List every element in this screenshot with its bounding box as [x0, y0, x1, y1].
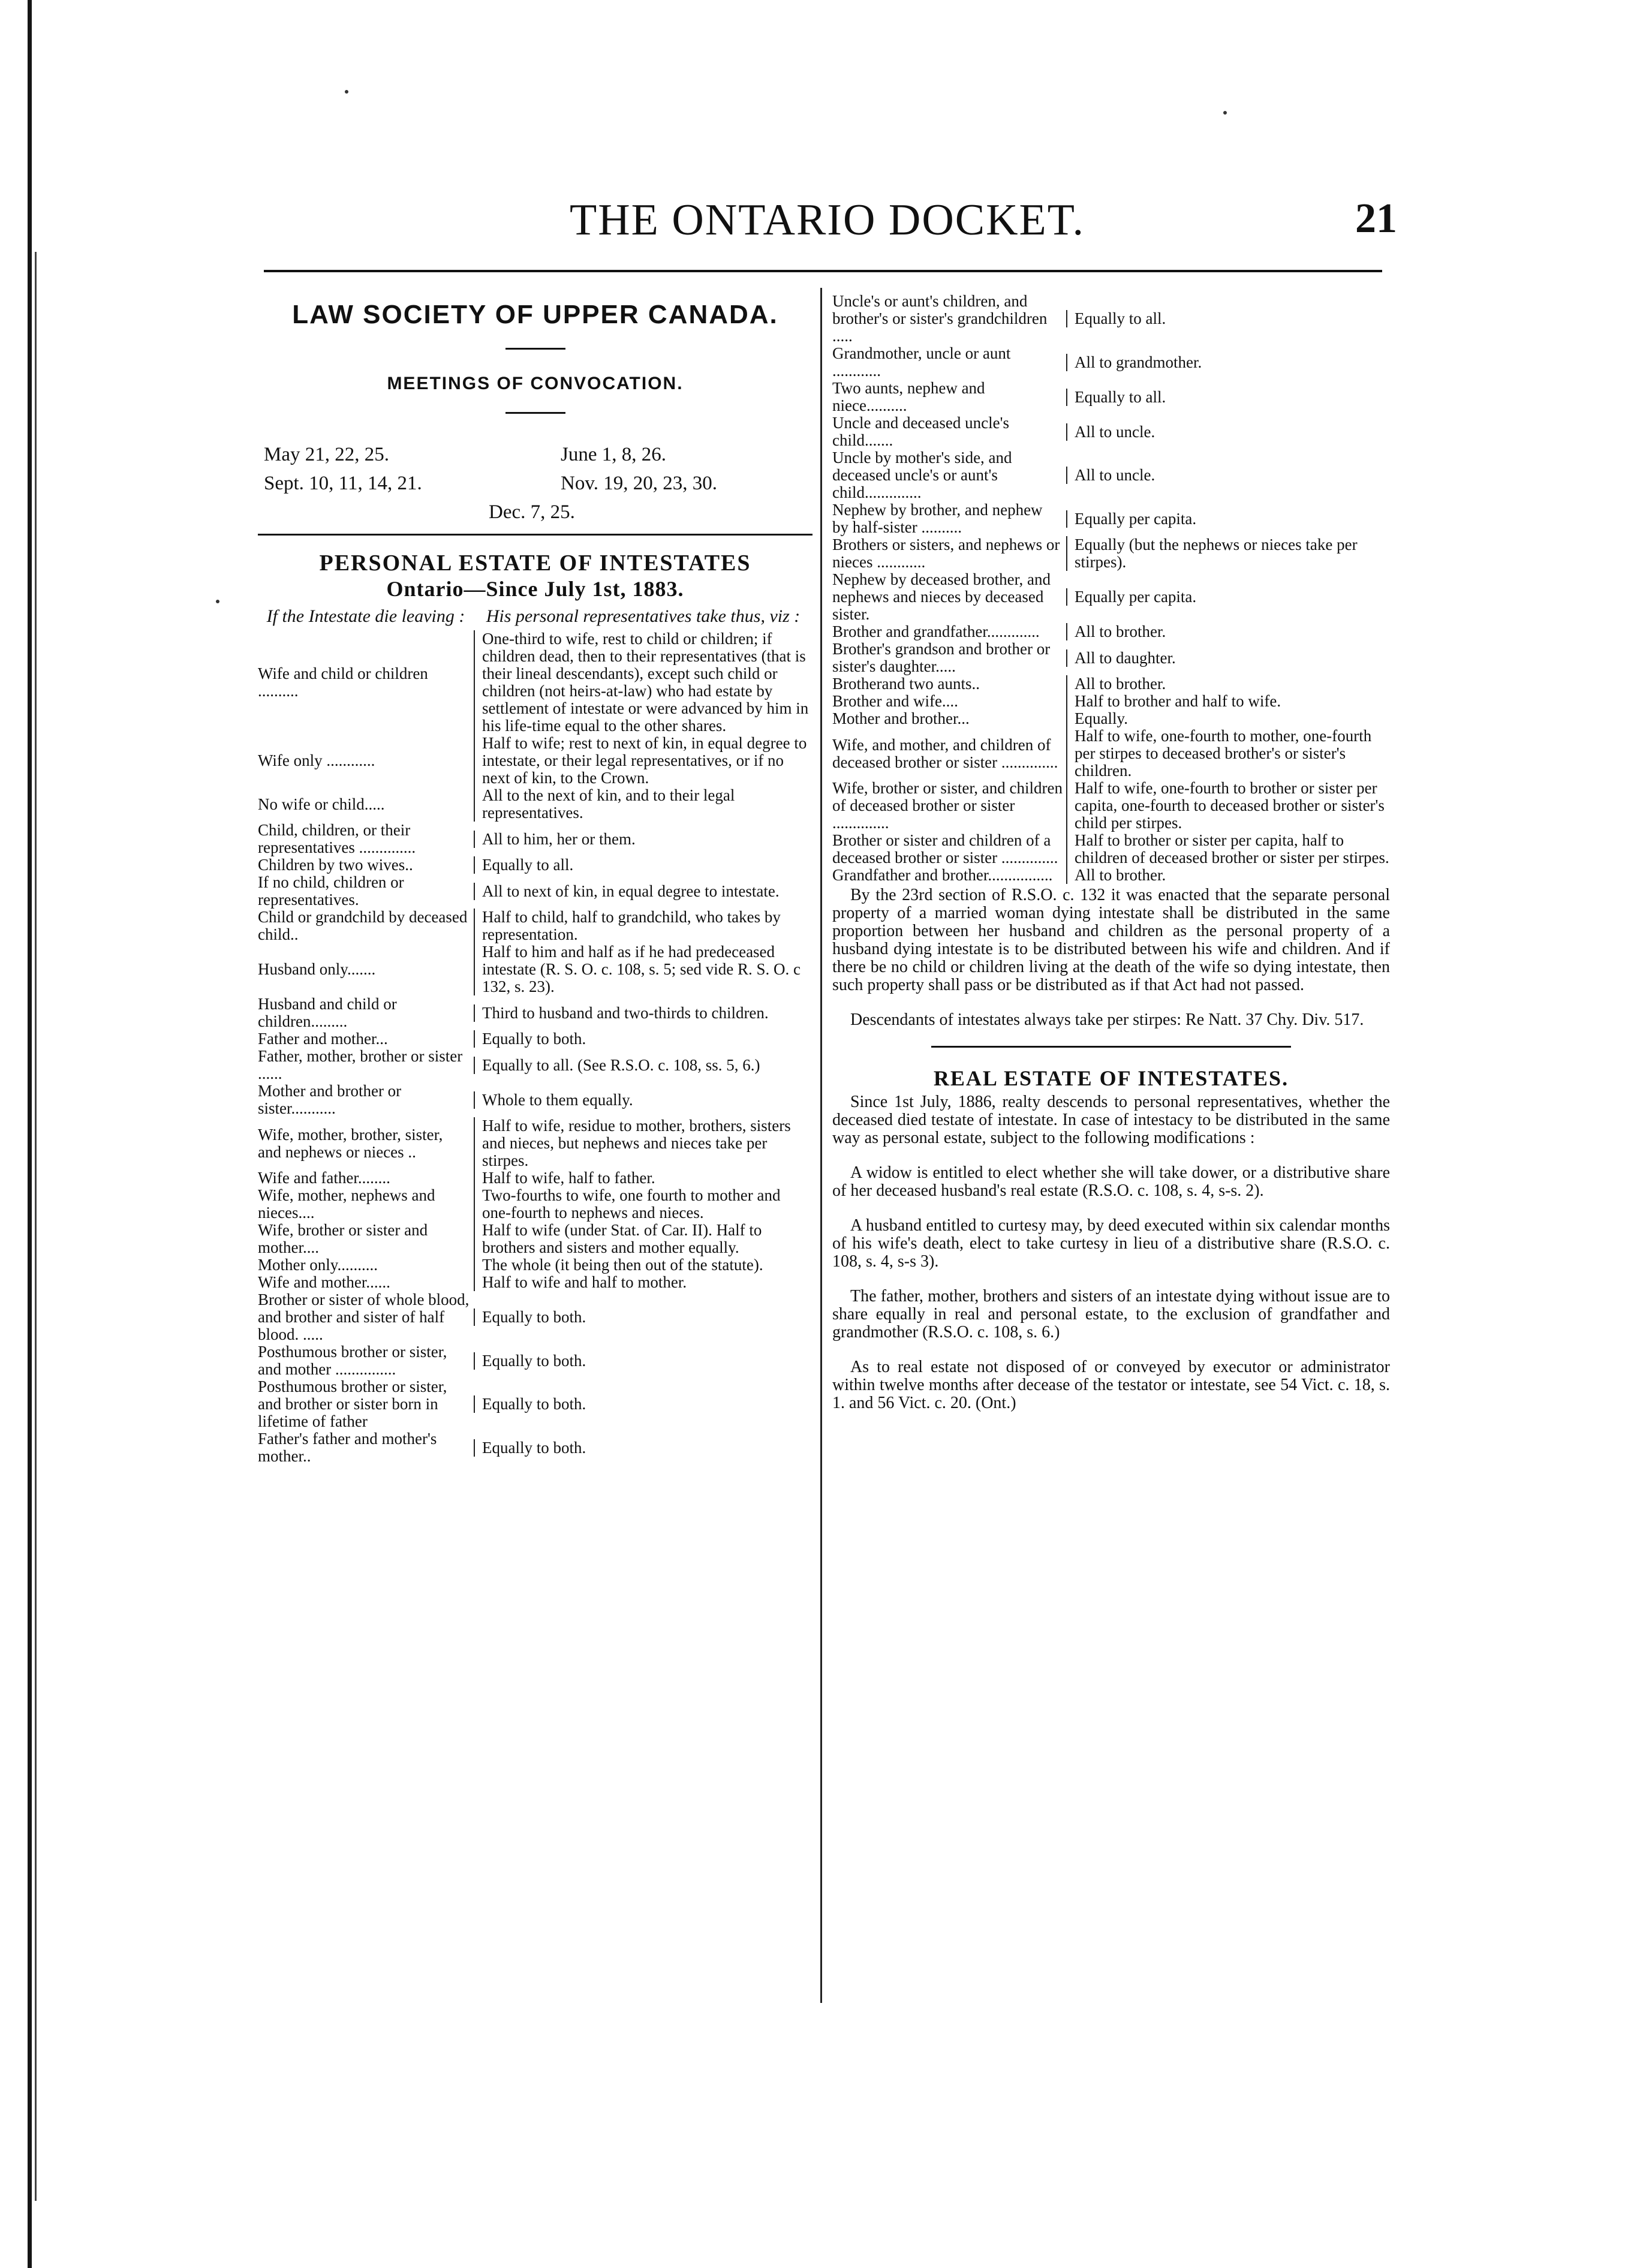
heir-label: Mother and brother... — [832, 709, 970, 727]
table-row — [258, 1169, 812, 1187]
share-rule: Third to husband and two-thirds to children. — [474, 1004, 812, 1022]
date-line: June 1, 8, 26. — [561, 444, 666, 465]
heir-label: Father's father and mother's mother.. — [258, 1430, 437, 1465]
table-row — [258, 787, 812, 822]
heir-label: Grandfather and brother................ — [832, 866, 1053, 884]
share-rule: All to brother. — [1066, 675, 1390, 693]
table-row — [832, 832, 1390, 867]
left-column — [258, 288, 812, 1465]
table-row — [832, 345, 1390, 380]
share-rule: All to uncle. — [1066, 423, 1390, 441]
share-rule: One-third to wife, rest to child or children; if children dead, then to their representatives (that is their lineal descendants), except such child or children (not heirs-at-law) who had estate by settlement of intestate or were advanced by him in his life-time equal to the other shares. — [474, 630, 812, 735]
right-column — [832, 288, 1390, 1429]
share-rule: Equally per capita. — [1066, 510, 1390, 528]
share-rule: All to grandmother. — [1066, 354, 1390, 371]
share-rule: All to next of kin, in equal degree to intestate. — [474, 883, 812, 900]
table-row — [258, 1291, 812, 1343]
share-rule: Equally to both. — [474, 1395, 812, 1413]
heir-label: Wife only ............ — [258, 751, 375, 769]
heir-label: Posthumous brother or sister, and mother ............... — [258, 1343, 447, 1378]
heir-label: Wife, brother or sister and mother.... — [258, 1221, 428, 1256]
table-row — [832, 675, 1390, 693]
table-row — [258, 1378, 812, 1430]
heir-label: Posthumous brother or sister, and brother or sister born in lifetime of father — [258, 1377, 447, 1430]
real-estate-title: REAL ESTATE OF INTESTATES. — [933, 1066, 1289, 1090]
distribution-table-left — [258, 630, 812, 1465]
table-row — [258, 856, 812, 874]
share-rule: Equally to both. — [474, 1309, 812, 1326]
share-rule: Equally to both. — [474, 1352, 812, 1370]
heir-label: Father and mother... — [258, 1030, 388, 1048]
table-row — [258, 874, 812, 909]
heir-label: Uncle's or aunt's children, and brother's or sister's grandchildren ..... — [832, 292, 1048, 345]
date-line: Dec. 7, 25. — [489, 501, 575, 523]
heir-label: Brother and grandfather............. — [832, 622, 1040, 640]
convocation-subtitle: MEETINGS OF CONVOCATION. — [387, 374, 684, 393]
share-rule: Equally to both. — [474, 1030, 812, 1048]
share-rule: Equally to all. — [474, 856, 812, 874]
share-rule: Equally to all. — [1066, 389, 1390, 406]
heir-label: Child or grandchild by deceased child.. — [258, 908, 468, 943]
share-rule: Half to him and half as if he had predeceased intestate (R. S. O. c. 108, s. 5; sed vide R. S. O. c 132, s. 23). — [474, 943, 812, 995]
date-line: Nov. 19, 20, 23, 30. — [561, 473, 717, 494]
table-row — [258, 1430, 812, 1465]
share-rule: Half to brother and half to wife. — [1066, 693, 1390, 710]
married-woman-paragraph: By the 23rd section of R.S.O. c. 132 it was enacted that the separate personal property of a married woman dying intestate shall be distributed in the same proportion between her husband and children as the personal property of a husband dying intestate is to be distributed between his wife and children. And if there be no child or children living at the death of the wife so dying intestate, then such property shall pass or be distributed as if that Act had not passed. — [832, 886, 1390, 994]
page-edge-rule-inner — [35, 252, 37, 2201]
share-rule: Half to wife; rest to next of kin, in equal degree to intestate, or their legal representatives, or if no next of kin, to the Crown. — [474, 735, 812, 787]
section-rule — [931, 1046, 1291, 1048]
table-row — [258, 1222, 812, 1256]
section-rule — [505, 348, 565, 350]
heir-label: Wife, mother, brother, sister, and nephews or nieces .. — [258, 1125, 443, 1161]
heir-label: Wife and mother...... — [258, 1273, 390, 1291]
table-row — [832, 640, 1390, 675]
heir-label: Brother or sister and children of a deceased brother or sister .............. — [832, 831, 1058, 867]
column-divider — [820, 288, 822, 2003]
page-edge-rule — [28, 0, 32, 2268]
table-row — [832, 710, 1390, 727]
real-estate-paragraph: As to real estate not disposed of or conveyed by executor or administrator within twelve months after decease of the testator or intestate, see 54 Vict. c. 18, s. 1. and 56 Vict. c. 20. (Ont.) — [832, 1358, 1390, 1412]
heir-label: If no child, children or representatives. — [258, 873, 404, 909]
real-estate-paragraph: A widow is entitled to elect whether she will take dower, or a distributive share of her deceased husband's real estate (R.S.O. c. 108, s. 4, s-s. 2). — [832, 1163, 1390, 1200]
share-rule: Equally per capita. — [1066, 588, 1390, 606]
column-heading-right: His personal representatives take thus, viz : — [486, 606, 801, 626]
share-rule: Half to wife, half to father. — [474, 1169, 812, 1187]
heir-label: Mother only.......... — [258, 1256, 378, 1274]
table-row — [832, 780, 1390, 832]
page-number: 21 — [1355, 195, 1397, 242]
table-row — [832, 536, 1390, 571]
real-estate-paragraph: A husband entitled to curtesy may, by deed executed within six calendar months of his wife's death, elect to take curtesy in lieu of a distributive share (R.S.O. c. 108, s. 4, s-s 3). — [832, 1216, 1390, 1271]
heir-label: Nephew by deceased brother, and nephews and nieces by deceased sister. — [832, 570, 1051, 623]
share-rule: All to daughter. — [1066, 649, 1390, 667]
table-row — [258, 1343, 812, 1378]
header-rule — [264, 270, 1382, 272]
table-row — [258, 1048, 812, 1082]
table-row — [258, 1082, 812, 1117]
share-rule: Equally to all. — [1066, 310, 1390, 327]
table-row — [258, 1117, 812, 1169]
heir-label: Grandmother, uncle or aunt ............ — [832, 344, 1011, 380]
heir-label: Brother and wife.... — [832, 692, 958, 710]
table-row — [258, 630, 812, 735]
share-rule: Equally to all. (See R.S.O. c. 108, ss. 5, 6.) — [474, 1057, 812, 1074]
share-rule: Half to wife, residue to mother, brothers, sisters and nieces, but nephews and nieces take per stirpes. — [474, 1117, 812, 1169]
table-row — [832, 414, 1390, 449]
heir-label: Wife and child or children .......... — [258, 664, 428, 700]
section-rule — [258, 534, 812, 536]
share-rule: Equally (but the nephews or nieces take per stirpes). — [1066, 536, 1390, 571]
heir-label: Wife, brother or sister, and children of deceased brother or sister .............. — [832, 779, 1063, 832]
share-rule: All to uncle. — [1066, 467, 1390, 484]
table-row — [832, 501, 1390, 536]
share-rule: Half to brother or sister per capita, half to children of deceased brother or sister per stirpes. — [1066, 832, 1390, 867]
heir-label: Wife, mother, nephews and nieces.... — [258, 1186, 435, 1222]
table-row — [832, 293, 1390, 345]
heir-label: Husband and child or children......... — [258, 995, 397, 1030]
heir-label: Brotherand two aunts.. — [832, 675, 980, 693]
table-row — [832, 867, 1390, 884]
share-rule: Half to wife and half to mother. — [474, 1274, 812, 1291]
heir-label: Wife and father........ — [258, 1169, 390, 1187]
table-row — [258, 1256, 812, 1274]
table-row — [832, 380, 1390, 414]
share-rule: Half to wife, one-fourth to brother or sister per capita, one-fourth to deceased brother or sister's child per stirpes. — [1066, 780, 1390, 832]
real-estate-paragraph: The father, mother, brothers and sisters of an intestate dying without issue are to share equally in real and personal estate, to the exclusion of grandfather and grandmother (R.S.O. c. 108, s. 6.) — [832, 1287, 1390, 1341]
heir-label: Brother's grandson and brother or sister's daughter..... — [832, 640, 1051, 675]
share-rule: All to him, her or them. — [474, 831, 812, 848]
table-row — [258, 1030, 812, 1048]
table-row — [832, 449, 1390, 501]
page-header — [264, 195, 1403, 249]
share-rule: Half to wife, one-fourth to mother, one-fourth per stirpes to deceased brother's or sister's children. — [1066, 727, 1390, 780]
column-headings — [258, 607, 812, 625]
table-row — [258, 943, 812, 995]
heir-label: Brothers or sisters, and nephews or nieces ............ — [832, 536, 1060, 571]
heir-label: Father, mother, brother or sister ...... — [258, 1047, 463, 1082]
real-estate-paragraph: Since 1st July, 1886, realty descends to personal representatives, whether the deceased died testate of intestate. In case of intestacy to be distributed in the same way as personal estate, subject to the following modifications : — [832, 1093, 1390, 1147]
heir-label: Children by two wives.. — [258, 856, 413, 874]
table-row — [258, 822, 812, 856]
heir-label: No wife or child..... — [258, 795, 385, 813]
per-stirpes-paragraph: Descendants of intestates always take per stirpes: Re Natt. 37 Chy. Div. 517. — [850, 1010, 1364, 1029]
date-line: May 21, 22, 25. — [264, 444, 389, 465]
heir-label: Two aunts, nephew and niece.......... — [832, 379, 985, 414]
table-row — [832, 727, 1390, 780]
table-row — [258, 909, 812, 943]
heir-label: Child, children, or their representatives .............. — [258, 821, 416, 856]
convocation-dates — [258, 444, 812, 528]
share-rule: All to brother. — [1066, 623, 1390, 640]
heir-label: Mother and brother or sister........... — [258, 1082, 402, 1117]
share-rule: All to brother. — [1066, 867, 1390, 884]
ink-speck — [216, 600, 219, 603]
table-row — [258, 995, 812, 1030]
heir-label: Uncle and deceased uncle's child....... — [832, 414, 1009, 449]
table-row — [258, 1187, 812, 1222]
personal-estate-title: PERSONAL ESTATE OF INTESTATES — [319, 551, 751, 576]
table-row — [832, 571, 1390, 623]
heir-label: Uncle by mother's side, and deceased uncle's or aunt's child.............. — [832, 449, 1012, 501]
table-row — [258, 735, 812, 787]
share-rule: Half to child, half to grandchild, who takes by representation. — [474, 909, 812, 943]
share-rule: Equally. — [1066, 710, 1390, 727]
date-line: Sept. 10, 11, 14, 21. — [264, 473, 422, 494]
law-society-title: LAW SOCIETY OF UPPER CANADA. — [292, 300, 778, 329]
table-row — [832, 623, 1390, 640]
table-row — [258, 1274, 812, 1291]
section-rule — [505, 412, 565, 414]
heir-label: Wife, and mother, and children of deceased brother or sister .............. — [832, 735, 1058, 771]
share-rule: Half to wife (under Stat. of Car. II). Half to brothers and sisters and mother equally. — [474, 1222, 812, 1256]
distribution-table-right — [832, 293, 1390, 884]
personal-estate-subtitle: Ontario—Since July 1st, 1883. — [386, 577, 684, 601]
share-rule: Two-fourths to wife, one fourth to mother and one-fourth to nephews and nieces. — [474, 1187, 812, 1222]
share-rule: The whole (it being then out of the statute). — [474, 1256, 812, 1274]
heir-label: Brother or sister of whole blood, and brother and sister of half blood. ..... — [258, 1291, 470, 1343]
share-rule: All to the next of kin, and to their legal representatives. — [474, 787, 812, 822]
share-rule: Whole to them equally. — [474, 1091, 812, 1109]
heir-label: Nephew by brother, and nephew by half-sister .......... — [832, 501, 1043, 536]
heir-label: Husband only....... — [258, 960, 376, 978]
share-rule: Equally to both. — [474, 1439, 812, 1457]
running-title: THE ONTARIO DOCKET. — [570, 195, 1085, 245]
ink-speck — [1223, 111, 1227, 115]
column-heading-left: If the Intestate die leaving : — [266, 606, 465, 626]
table-row — [832, 693, 1390, 710]
ink-speck — [345, 90, 348, 94]
